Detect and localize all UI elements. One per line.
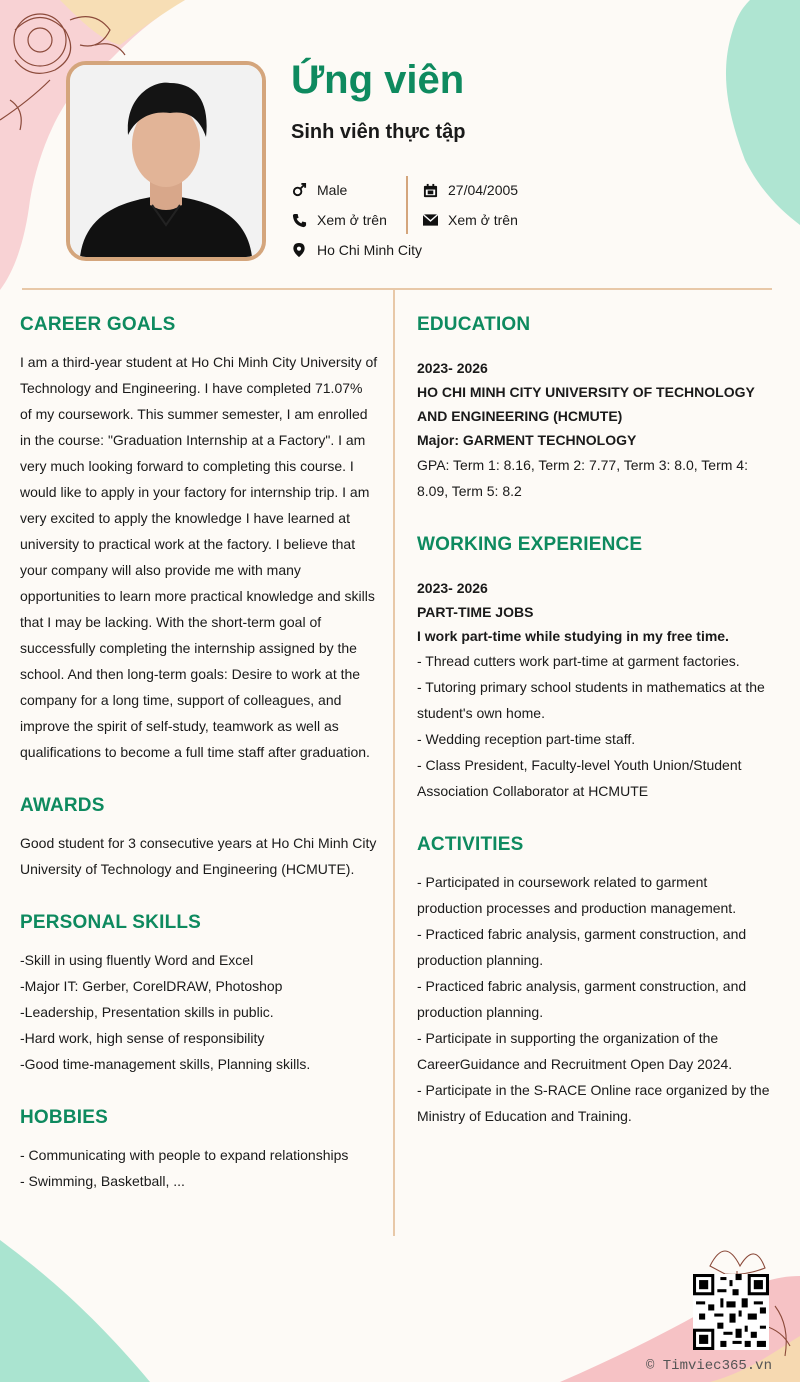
education-school: HO CHI MINH CITY UNIVERSITY OF TECHNOLOGY AND ENGINEERING (HCMUTE): [417, 384, 755, 424]
list-item: - Communicating with people to expand relationships: [20, 1147, 349, 1163]
list-item: -Good time-management skills, Planning skills.: [20, 1056, 311, 1072]
phone-value: Xem ở trên: [317, 212, 387, 228]
list-item: - Thread cutters work part-time at garment factories.: [417, 653, 740, 669]
gender-info: [291, 182, 347, 198]
section-title: ACTIVITIES: [417, 834, 524, 855]
email-info: [422, 212, 518, 228]
section-title: WORKING EXPERIENCE: [417, 534, 643, 555]
list-item: - Tutoring primary school students in mathematics at the student's own home.: [417, 679, 765, 721]
list-item: - Practiced fabric analysis, garment construction, and production planning.: [417, 926, 747, 968]
list-item: -Skill in using fluently Word and Excel: [20, 952, 254, 968]
career-goals-section: [20, 314, 378, 765]
awards-text: Good student for 3 consecutive years at Ho Chi Minh City University of Technology and Engineering (HCMUTE).: [20, 835, 377, 877]
dob-info: [422, 182, 518, 198]
experience-summary: I work part-time while studying in my free time.: [417, 628, 729, 644]
section-title: PERSONAL SKILLS: [20, 912, 202, 933]
header-divider: [22, 288, 772, 290]
experience-period: 2023- 2026: [417, 580, 488, 596]
column-divider: [393, 290, 395, 1236]
gender-value: Male: [317, 182, 348, 198]
watercolor-decoration-top-right: [710, 0, 800, 230]
list-item: - Swimming, Basketball, ...: [20, 1173, 185, 1189]
education-gpa: GPA: Term 1: 8.16, Term 2: 7.77, Term 3: 8.0, Term 4: 8.09, Term 5: 8.2: [417, 457, 748, 499]
location-value: Ho Chi Minh City: [317, 242, 423, 258]
list-item: - Class President, Faculty-level Youth Union/Student Association Collaborator at HCMUTE: [417, 757, 742, 799]
career-goals-text: I am a third-year student at Ho Chi Minh City University of Technology and Engineering. I have completed 71.07% of my coursework. This summer semester, I am enrolled in the course: "Graduation Internship at a Factory". I am very much looking forward to completing this course. I would like to apply in your factory for internship trip. I am very excited to apply the knowledge I have learned at university to practical work at the factory. I believe that your company will also provide me with many opportunities to learn more practical knowledge and skills that I may be lacking. With the short-term goal of successfully completing the internship assigned by the school. And then long-term goals: Desire to work at the company for a long time, support of colleagues, and improve the spirit of self-study, teamwork as well as qualifications to become a full time staff after graduation.: [20, 354, 378, 760]
right-column: [417, 300, 773, 1159]
dob-value: 27/04/2005: [448, 182, 519, 198]
location-info: [291, 242, 422, 258]
list-item: -Major IT: Gerber, CorelDRAW, Photoshop: [20, 978, 283, 994]
list-item: - Practiced fabric analysis, garment construction, and production planning.: [417, 978, 747, 1020]
skills-section: [20, 912, 378, 1077]
activities-section: [417, 834, 773, 1129]
phone-info: [291, 212, 387, 228]
section-title: AWARDS: [20, 795, 105, 816]
calendar-icon: [422, 182, 438, 198]
education-period: 2023- 2026: [417, 360, 488, 376]
watercolor-decoration-bottom-left: [0, 1240, 160, 1382]
list-item: -Hard work, high sense of responsibility: [20, 1030, 265, 1046]
candidate-role: Sinh viên thực tập: [291, 121, 466, 143]
left-column: [20, 300, 378, 1224]
experience-position: PART-TIME JOBS: [417, 604, 534, 620]
candidate-name: Ứng viên: [291, 58, 465, 102]
profile-photo: [66, 61, 266, 261]
hobbies-section: [20, 1107, 378, 1194]
info-divider: [406, 176, 408, 234]
section-title: HOBBIES: [20, 1107, 108, 1128]
phone-icon: [291, 212, 307, 228]
gender-icon: [291, 182, 307, 198]
email-icon: [422, 212, 438, 228]
email-value: Xem ở trên: [448, 212, 518, 228]
education-major: Major: GARMENT TECHNOLOGY: [417, 432, 637, 448]
list-item: -Leadership, Presentation skills in public.: [20, 1004, 274, 1020]
list-item: - Participate in supporting the organization of the CareerGuidance and Recruitment Open Day 2024.: [417, 1030, 733, 1072]
list-item: - Participated in coursework related to garment production processes and production management.: [417, 874, 737, 916]
list-item: - Wedding reception part-time staff.: [417, 731, 636, 747]
section-title: CAREER GOALS: [20, 314, 176, 335]
qr-code[interactable]: [693, 1274, 769, 1350]
education-section: [417, 314, 773, 504]
experience-section: [417, 534, 773, 804]
copyright-text: © Timviec365.vn: [645, 1358, 772, 1374]
section-title: EDUCATION: [417, 314, 531, 335]
list-item: - Participate in the S-RACE Online race organized by the Ministry of Education and Training.: [417, 1082, 770, 1124]
awards-section: [20, 795, 378, 882]
avatar: [70, 65, 262, 257]
location-icon: [291, 242, 307, 258]
